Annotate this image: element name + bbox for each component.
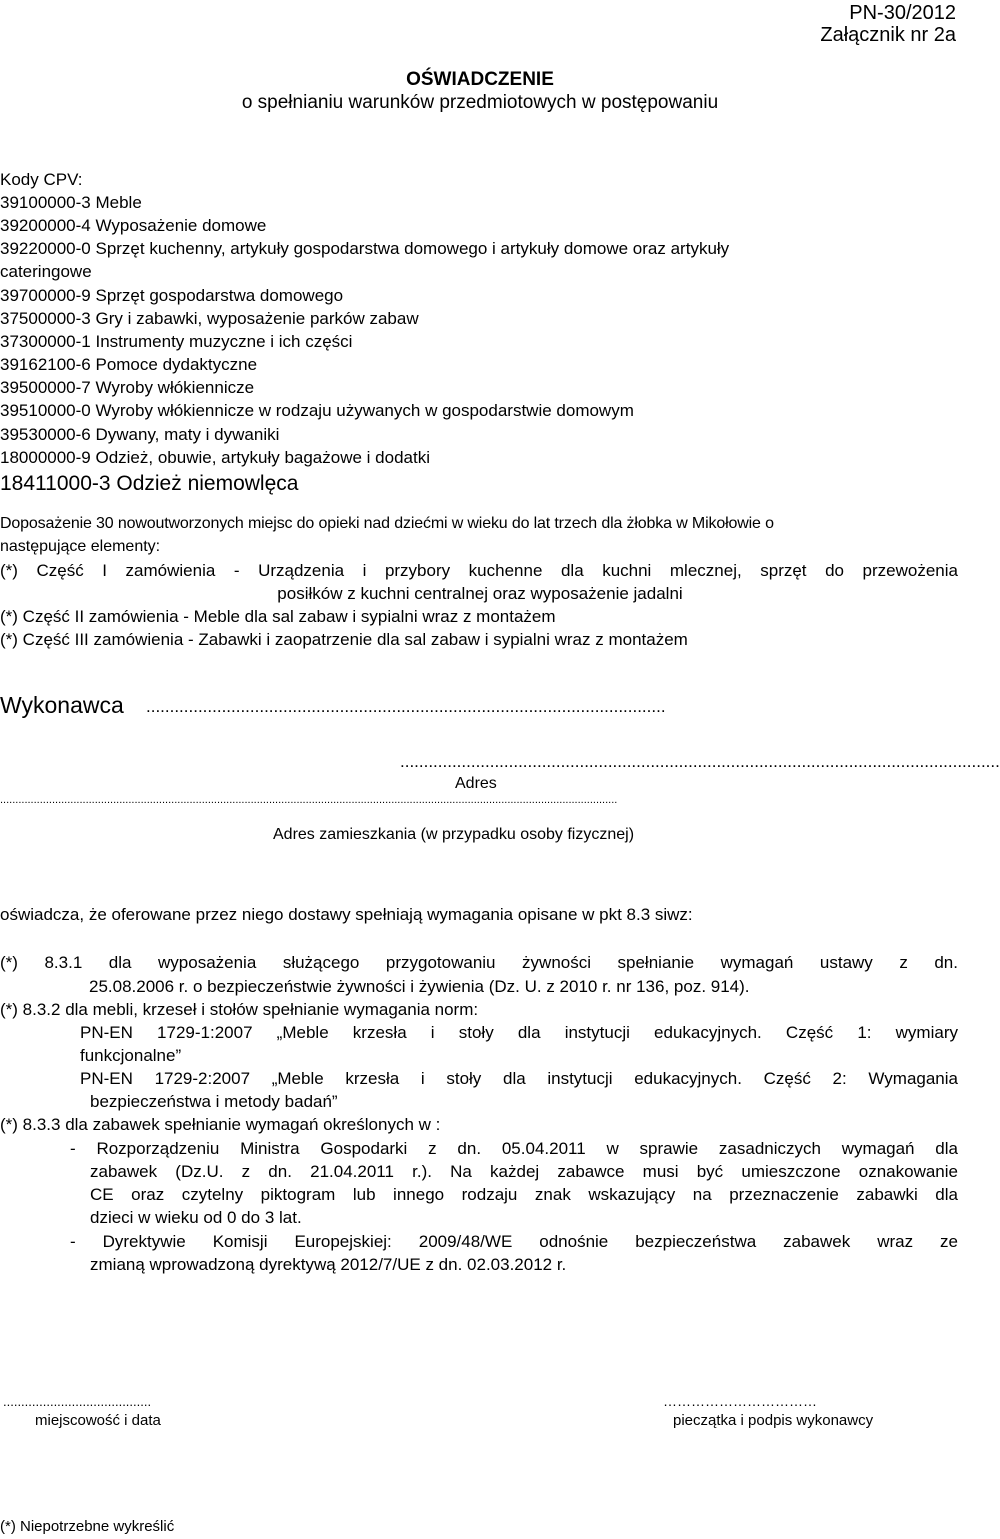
part-1-continued: posiłków z kuchni centralnej oraz wyposażenie jadalni: [277, 584, 683, 603]
contractor-label: Wykonawca: [0, 692, 124, 718]
regulation-1-continued: CE oraz czytelny piktogram lub innego rodzaju znak wskazujący na przeznaczenie zabawki dla: [90, 1185, 958, 1204]
declaration-statement: oświadcza, że oferowane przez niego dostawy spełniają wymagania opisane w pkt 8.3 siwz:: [0, 905, 693, 924]
cpv-item: cateringowe: [0, 262, 92, 281]
cpv-item: 39510000-0 Wyroby włókiennicze w rodzaju używanych w gospodarstwie domowym: [0, 401, 634, 420]
address-dots: ...............................................................................................................................: [400, 752, 1000, 771]
cpv-item: 18000000-9 Odzież, obuwie, artykuły bagażowe i dodatki: [0, 448, 430, 467]
norm-2-continued: bezpieczeństwa i metody badań”: [90, 1092, 338, 1111]
cpv-item: 39500000-7 Wyroby włókiennicze: [0, 378, 255, 397]
regulation-2: - Dyrektywie Komisji Europejskiej: 2009/48/WE odnośnie bezpieczeństwa zabawek wraz ze: [70, 1232, 958, 1251]
contractor-dots: ..............................................................................................................: [146, 697, 666, 716]
signature-dots: ……………………………: [663, 1393, 817, 1409]
signature-label: pieczątka i podpis wykonawcy: [673, 1412, 874, 1429]
part-1: (*) Część I zamówienia - Urządzenia i przybory kuchenne dla kuchni mlecznej, sprzęt do przewożenia: [0, 561, 958, 580]
part-2: (*) Część II zamówienia - Meble dla sal zabaw i sypialni wraz z montażem: [0, 607, 556, 626]
norm-2: PN-EN 1729-2:2007 „Meble krzesła i stoły dla instytucji edukacyjnych. Część 2: Wymagania: [80, 1069, 958, 1088]
part-3: (*) Część III zamówienia - Zabawki i zaopatrzenie dla sal zabaw i sypialni wraz z montażem: [0, 630, 688, 649]
place-date-label: miejscowość i data: [35, 1412, 161, 1429]
address-label: Adres: [455, 775, 497, 792]
intro-line: następujące elementy:: [0, 538, 161, 555]
intro-line: Doposażenie 30 nowoutworzonych miejsc do opieki nad dziećmi w wieku do lat trzech dla żłobka w Mikołowie o: [0, 515, 774, 532]
regulation-1: - Rozporządzeniu Ministra Gospodarki z dn. 05.04.2011 w sprawie zasadniczych wymagań dla: [70, 1139, 958, 1158]
requirement-8-3-1-continued: 25.08.2006 r. o bezpieczeństwie żywności i żywienia (Dz. U. z 2010 r. nr 136, poz. 914).: [89, 977, 750, 996]
cpv-item: 37300000-1 Instrumenty muzyczne i ich części: [0, 332, 353, 351]
cpv-item: 39162100-6 Pomoce dydaktyczne: [0, 355, 258, 374]
document-ref: PN-30/2012: [849, 2, 956, 24]
cpv-label: Kody CPV:: [0, 170, 83, 189]
regulation-2-continued: zmianą wprowadzoną dyrektywą 2012/7/UE z dn. 02.03.2012 r.: [90, 1255, 567, 1274]
annex-label: Załącznik nr 2a: [820, 24, 956, 46]
cpv-item: 39220000-0 Sprzęt kuchenny, artykuły gospodarstwa domowego i artykuły domowe oraz artykuły: [0, 239, 730, 258]
footnote: (*) Niepotrzebne wykreślić: [0, 1518, 175, 1535]
document-subtitle: o spełnianiu warunków przedmiotowych w postępowaniu: [241, 92, 719, 113]
cpv-item: 39100000-3 Meble: [0, 193, 142, 212]
cpv-item: 39700000-9 Sprzęt gospodarstwa domowego: [0, 286, 344, 305]
cpv-item: 39200000-4 Wyposażenie domowe: [0, 216, 267, 235]
requirement-8-3-1: (*) 8.3.1 dla wyposażenia służącego przygotowaniu żywności spełnianie wymagań ustawy z dn.: [0, 953, 958, 972]
document-title: OŚWIADCZENIE: [406, 69, 554, 90]
norm-1: PN-EN 1729-1:2007 „Meble krzesła i stoły dla instytucji edukacyjnych. Część 1: wymiary: [80, 1023, 958, 1042]
cpv-item-large: 18411000-3 Odzież niemowlęca: [0, 472, 299, 495]
place-date-dots: .........................................: [3, 1394, 152, 1409]
residence-label: Adres zamieszkania (w przypadku osoby fizycznej): [273, 826, 635, 843]
requirement-8-3-2: (*) 8.3.2 dla mebli, krzeseł i stołów spełnianie wymagania norm:: [0, 1000, 479, 1019]
regulation-1-continued: zabawek (Dz.U. z dn. 21.04.2011 r.). Na każdej zabawce musi być umieszczone oznakowanie: [90, 1162, 958, 1181]
cpv-item: 39530000-6 Dywany, maty i dywaniki: [0, 425, 280, 444]
norm-1-continued: funkcjonalne”: [80, 1046, 182, 1065]
residence-dots: ..........................................................................................................................................................................................................: [0, 794, 618, 806]
regulation-1-continued: dzieci w wieku od 0 do 3 lat.: [90, 1208, 302, 1227]
requirement-8-3-3: (*) 8.3.3 dla zabawek spełnianie wymagań określonych w :: [0, 1115, 441, 1134]
cpv-item: 37500000-3 Gry i zabawki, wyposażenie parków zabaw: [0, 309, 419, 328]
